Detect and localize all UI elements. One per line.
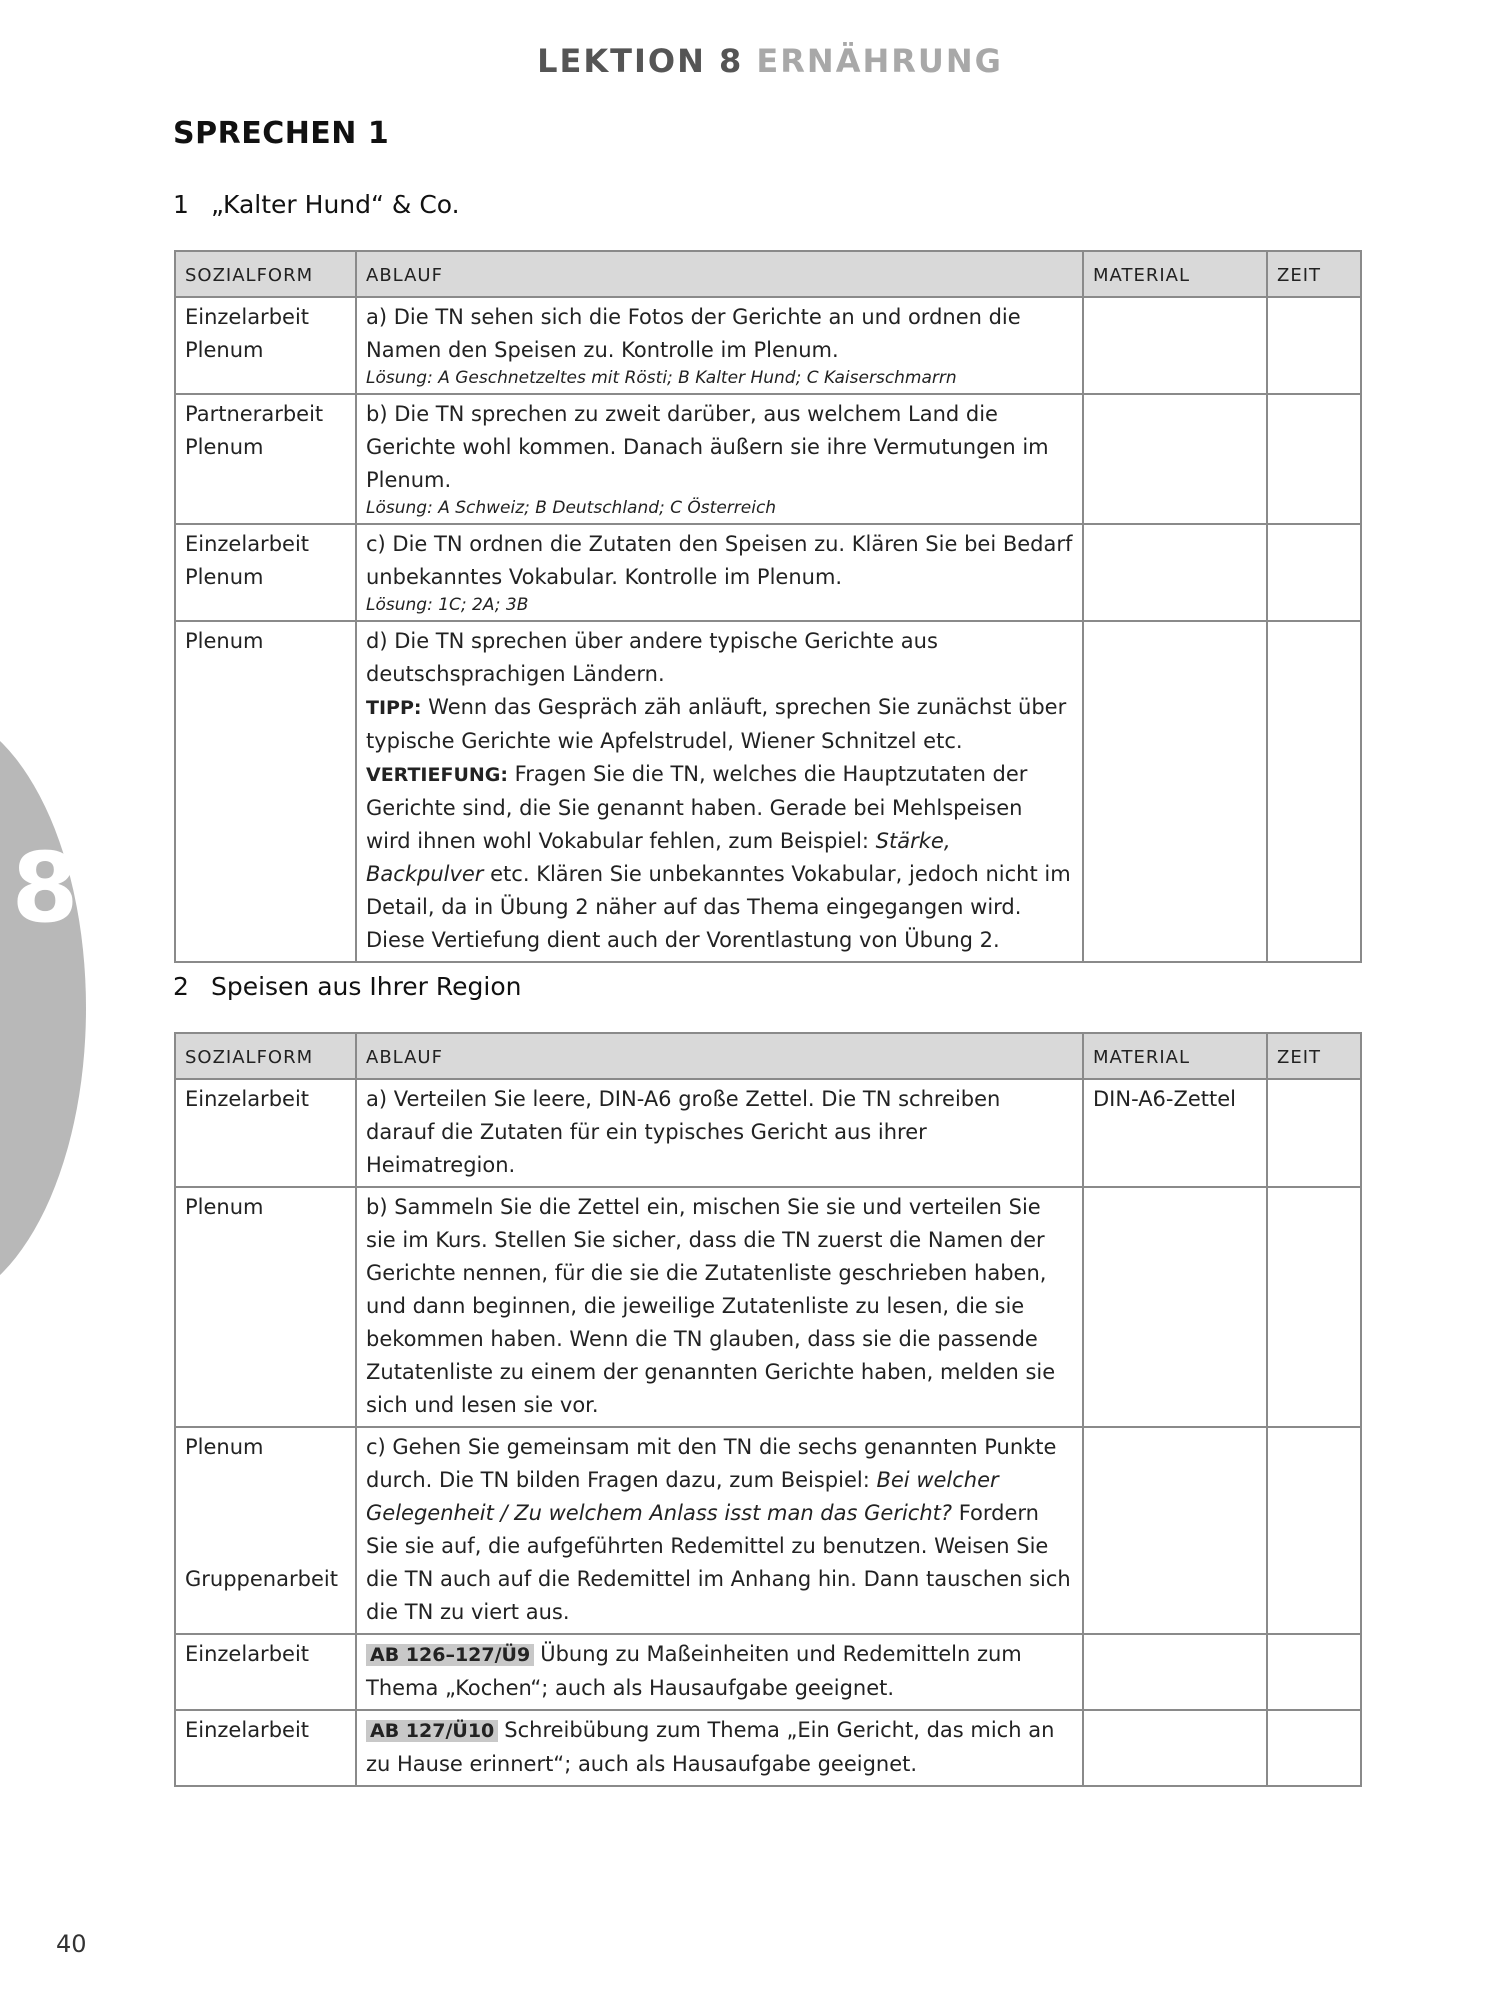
sozialform-cell <box>175 394 356 524</box>
header-material: MATERIAL <box>1083 1033 1267 1079</box>
table-row <box>175 1710 1361 1786</box>
solution-text: Lösung: A Schweiz; B Deutschland; C Österreich <box>366 498 777 518</box>
sozialform-cell <box>175 524 356 621</box>
ablauf-text: b) Die TN sprechen zu zweit darüber, aus welchem Land die Gerichte wohl kommen. Danach äußern sie ihre Vermutungen im Plenum. <box>366 402 1049 492</box>
header-sozialform: SOZIALFORM <box>175 1033 356 1079</box>
zeit-cell <box>1267 1187 1361 1427</box>
header-material: MATERIAL <box>1083 251 1267 297</box>
material-cell <box>1083 1187 1267 1427</box>
ablauf-text: c) Die TN ordnen die Zutaten den Speisen zu. Klären Sie bei Bedarf unbekanntes Vokabular. Kontrolle im Plenum. <box>366 532 1073 589</box>
sozialform-value: Einzelarbeit <box>185 1642 310 1666</box>
zeit-cell <box>1267 621 1361 962</box>
sozialform-value: Einzelarbeit <box>185 305 310 329</box>
ablauf-cell: b) Sammeln Sie die Zettel ein, mischen Sie sie und verteilen Sie sie im Kurs. Stellen Sie sicher, dass die TN zuerst die Namen der Gerichte nennen, für die sie die Zutatenliste geschrieben haben, und dann beginnen, die jeweilige Zutatenliste zu lesen, die sie bekommen haben. Wenn die TN glauben, dass sie die passende Zutatenliste zu einem der genannten Gerichte haben, melden sie sich und lesen sie vor. <box>356 1187 1083 1427</box>
zeit-cell <box>1267 1710 1361 1786</box>
exercise-2-title: Speisen aus Ihrer Region <box>210 972 522 1001</box>
ablauf-cell <box>356 297 1083 394</box>
table-row <box>175 621 1361 962</box>
sozialform-cell <box>175 1710 356 1786</box>
ablauf-text: d) Die TN sprechen über andere typische Gerichte aus deutschsprachigen Ländern. <box>366 629 938 686</box>
page-number: 40 <box>56 1930 87 1958</box>
workbook-reference-badge: AB 127/Ü10 <box>366 1720 498 1742</box>
table-row <box>175 1634 1361 1710</box>
zeit-cell <box>1267 297 1361 394</box>
sozialform-value: Plenum <box>185 1435 264 1459</box>
material-cell: DIN-A6-Zettel <box>1083 1079 1267 1187</box>
exercise-1-number: 1 <box>173 190 189 219</box>
sozialform-cell <box>175 621 356 962</box>
material-cell <box>1083 524 1267 621</box>
material-cell <box>1083 621 1267 962</box>
vertiefung-text: etc. Klären Sie unbekanntes Vokabular, jedoch nicht im Detail, da in Übung 2 näher auf das Thema eingegangen wird. Diese Vertiefung dient auch der Vorentlastung von Übung 2. <box>366 862 1071 952</box>
exercise-2-heading <box>173 972 522 1001</box>
ablauf-text: Fordern Sie sie auf, die aufgeführten Redemittel zu benutzen. Weisen Sie die TN auch auf die Redemittel im Anhang hin. Dann tauschen sich die TN zu viert aus. <box>366 1501 1071 1624</box>
ablauf-cell <box>356 1634 1083 1710</box>
ablauf-cell <box>356 1710 1083 1786</box>
material-cell <box>1083 297 1267 394</box>
table-row <box>175 1079 1361 1187</box>
sozialform-value: Plenum <box>185 629 264 653</box>
section-title: SPRECHEN 1 <box>173 116 390 151</box>
header-zeit: ZEIT <box>1267 1033 1361 1079</box>
sozialform-cell <box>175 1187 356 1427</box>
sozialform-cell <box>175 297 356 394</box>
ablauf-cell <box>356 621 1083 962</box>
table-row <box>175 1427 1361 1634</box>
table-row <box>175 394 1361 524</box>
vertiefung-text: Fragen Sie die TN, welches die Hauptzutaten der Gerichte sind, die Sie genannt haben. Gerade bei Mehlspeisen wird ihnen wohl Vokabular fehlen, zum Beispiel: <box>366 762 1028 853</box>
chapter-tab <box>0 708 86 1308</box>
lesson-topic: ERNÄHRUNG <box>756 42 1003 80</box>
ablauf-text: c) Gehen Sie gemeinsam mit den TN die sechs genannten Punkte durch. Die TN bilden Fragen dazu, zum Beispiel: <box>366 1435 1057 1492</box>
exercise-2-number: 2 <box>173 972 189 1001</box>
material-cell <box>1083 1710 1267 1786</box>
zeit-cell <box>1267 524 1361 621</box>
zeit-cell <box>1267 394 1361 524</box>
table-row <box>175 1187 1361 1427</box>
sozialform-value: Partnerarbeit <box>185 402 324 426</box>
workbook-reference-badge: AB 126–127/Ü9 <box>366 1644 534 1666</box>
running-header <box>0 42 1500 80</box>
exercise-1-table <box>174 250 1362 963</box>
vertiefung-label: VERTIEFUNG: <box>366 764 508 786</box>
sozialform-value: Plenum <box>185 435 264 459</box>
tipp-text: Wenn das Gespräch zäh anläuft, sprechen Sie zunächst über typische Gerichte wie Apfelstrudel, Wiener Schnitzel etc. <box>366 695 1067 753</box>
zeit-cell <box>1267 1427 1361 1634</box>
table-row <box>175 524 1361 621</box>
example-question: Bei welcher Gelegenheit / Zu welchem Anlass isst man das Gericht? <box>366 1468 999 1525</box>
tipp-label: TIPP: <box>366 697 422 719</box>
material-cell <box>1083 1634 1267 1710</box>
sozialform-cell <box>175 1427 356 1634</box>
ablauf-cell <box>356 394 1083 524</box>
ablauf-text: Übung zu Maßeinheiten und Redemitteln zum Thema „Kochen“; auch als Hausaufgabe geeignet. <box>366 1642 1022 1700</box>
header-ablauf: ABLAUF <box>356 1033 1083 1079</box>
header-zeit: ZEIT <box>1267 251 1361 297</box>
zeit-cell <box>1267 1634 1361 1710</box>
sozialform-cell <box>175 1079 356 1187</box>
chapter-tab-number: 8 <box>11 832 79 944</box>
solution-text: Lösung: 1C; 2A; 3B <box>366 595 529 615</box>
sozialform-value: Einzelarbeit <box>185 532 310 556</box>
lesson-label: LEKTION 8 <box>537 42 744 80</box>
material-cell <box>1083 1427 1267 1634</box>
ablauf-cell: a) Verteilen Sie leere, DIN-A6 große Zettel. Die TN schreiben darauf die Zutaten für ein typisches Gericht aus ihrer Heimatregion. <box>356 1079 1083 1187</box>
header-sozialform: SOZIALFORM <box>175 251 356 297</box>
sozialform-cell <box>175 1634 356 1710</box>
ablauf-text: Schreibübung zum Thema „Ein Gericht, das mich an zu Hause erinnert“; auch als Hausaufgabe geeignet. <box>366 1718 1055 1776</box>
table-header-row <box>175 1033 1361 1079</box>
exercise-1-title: „Kalter Hund“ & Co. <box>210 190 460 219</box>
ablauf-text: a) Die TN sehen sich die Fotos der Gerichte an und ordnen die Namen den Speisen zu. Kontrolle im Plenum. <box>366 305 1021 362</box>
table-header-row <box>175 251 1361 297</box>
vertiefung-examples: Stärke, Backpulver <box>366 829 951 886</box>
header-ablauf: ABLAUF <box>356 251 1083 297</box>
sozialform-value: Plenum <box>185 1195 264 1219</box>
exercise-2-table <box>174 1032 1362 1787</box>
ablauf-cell <box>356 524 1083 621</box>
sozialform-value: Plenum <box>185 338 264 362</box>
material-cell <box>1083 394 1267 524</box>
sozialform-value: Gruppenarbeit <box>185 1567 338 1591</box>
spacer <box>185 1464 346 1563</box>
exercise-1-heading <box>173 190 460 219</box>
solution-text: Lösung: A Geschnetzeltes mit Rösti; B Kalter Hund; C Kaiserschmarrn <box>366 368 957 388</box>
sozialform-value: Plenum <box>185 565 264 589</box>
sozialform-value: Einzelarbeit <box>185 1087 310 1111</box>
zeit-cell <box>1267 1079 1361 1187</box>
ablauf-cell <box>356 1427 1083 1634</box>
sozialform-value: Einzelarbeit <box>185 1718 310 1742</box>
table-row <box>175 297 1361 394</box>
